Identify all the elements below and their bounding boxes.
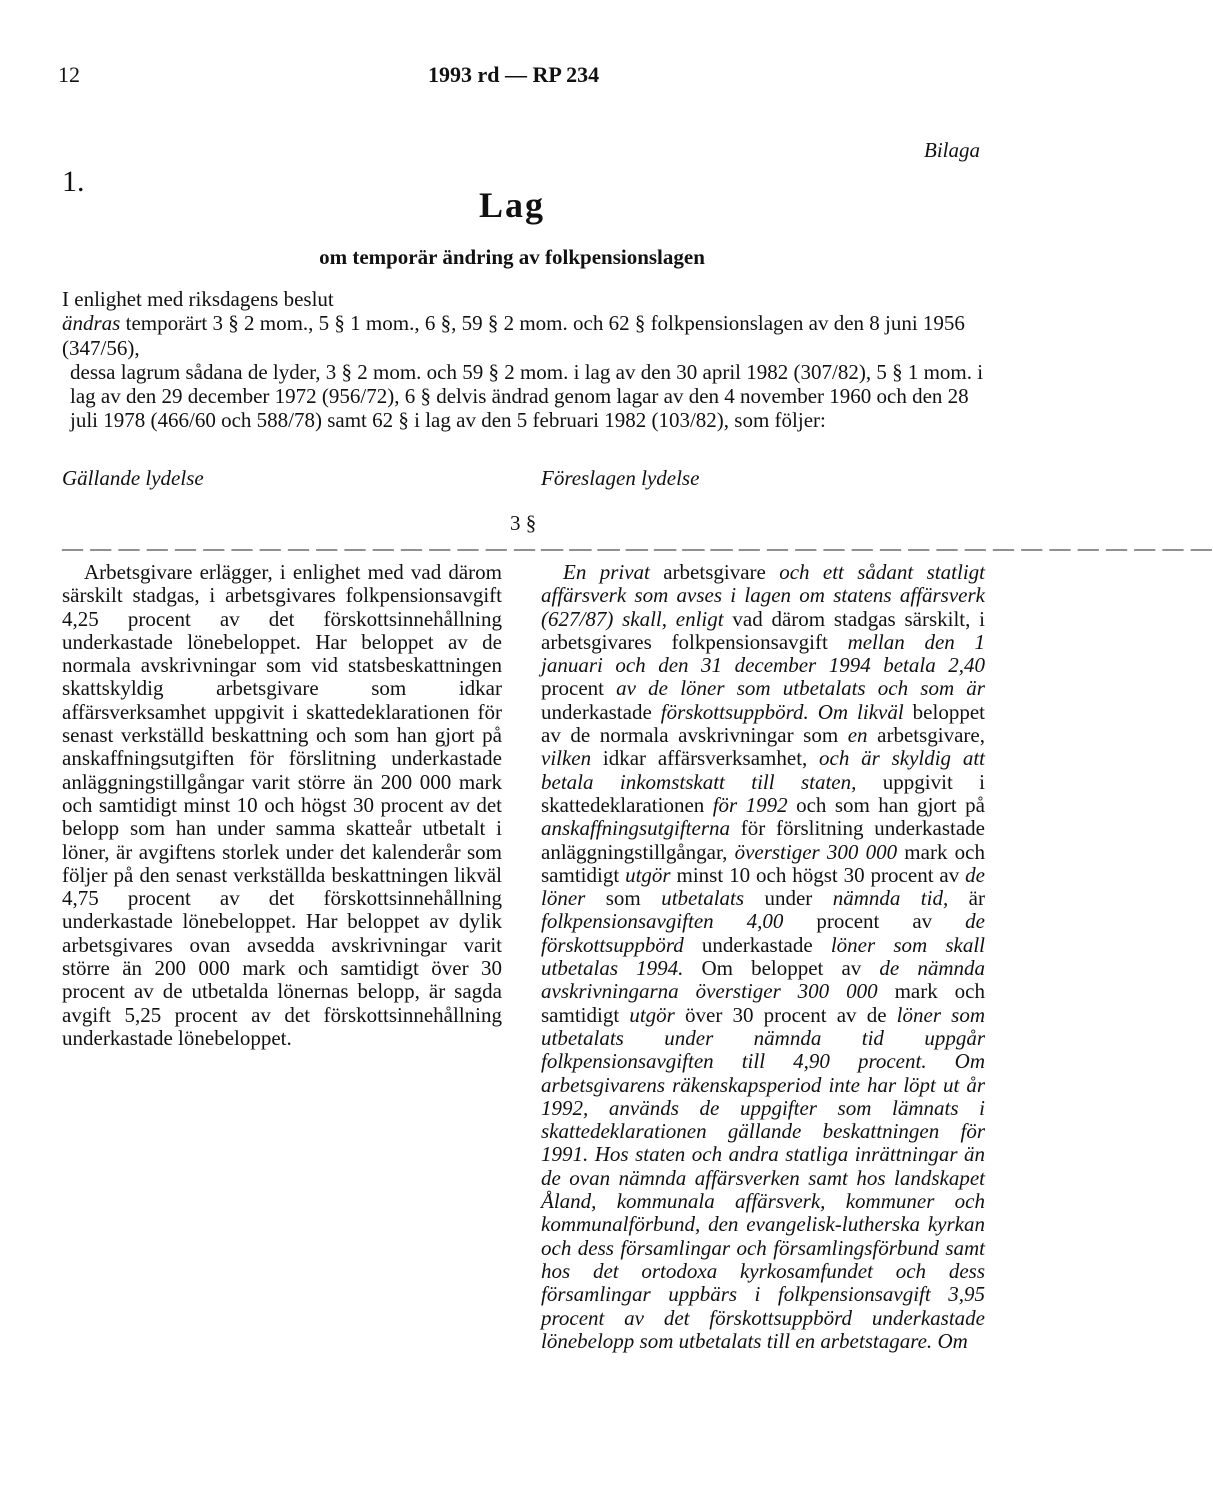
preamble-provisions: dessa lagrum sådana de lyder, 3 § 2 mom. och 59 § 2 mom. i lag av den 30 april 1982 (307/82), 5 § 1 mom. i lag av den 29 december 1972 (956/72), 6 § delvis ändrad genom lagar av den 4 november 1960 och den 28 juli 1978 (466/60 och 588/78) samt 62 § i lag av den 5 februari 1982 (103/82), som följer: <box>70 359 984 433</box>
proposed-text-segment: de löner <box>541 862 985 911</box>
proposed-text-segment: en <box>847 723 868 748</box>
proposed-text-segment: utgör <box>625 862 671 887</box>
proposed-text-segment: över 30 procent av de <box>674 1002 897 1027</box>
proposed-text-segment: En privat <box>563 560 650 584</box>
proposed-text-segment: under <box>744 886 833 911</box>
proposed-text-segment: arbetsgivare <box>649 560 780 584</box>
proposed-wording-text <box>541 561 985 1353</box>
proposed-text-segment: Om beloppet av <box>683 956 880 981</box>
preamble-amendment <box>62 311 988 360</box>
page-number: 12 <box>58 62 80 87</box>
proposed-text-segment: och ett sådant statligt affärsverk som avses i lagen om statens affärsverk (627/87) skall, enligt <box>541 560 985 631</box>
proposed-wording-heading: Föreslagen lydelse <box>541 466 700 490</box>
proposed-text-segment: och är skyldig att betala inkomstskatt till staten, <box>541 746 985 794</box>
appendix-label: Bilaga <box>924 138 980 162</box>
proposed-text-segment: arbetsgivare, <box>867 723 985 748</box>
proposed-text-segment: mark och samtidigt <box>541 839 985 887</box>
proposed-text-segment: av de löner som utbetalats och som är <box>616 676 985 701</box>
law-subtitle: om temporär ändring av folkpensionslagen <box>319 245 705 269</box>
current-wording-heading: Gällande lydelse <box>62 466 204 490</box>
law-title: Lag <box>478 185 545 225</box>
proposed-text-segment: beloppet av de normala avskrivningar som <box>541 699 985 748</box>
proposed-text-segment: som <box>585 886 662 911</box>
proposed-text-segment: procent <box>541 676 617 701</box>
proposed-text-segment: Om <box>937 1328 968 1353</box>
amend-text: temporärt 3 § 2 mom., 5 § 1 mom., 6 §, 59 § 2 mom. och 62 § folkpensionslagen av den 8 juni 1956 (347/56), <box>62 311 965 360</box>
proposed-paragraph <box>541 561 985 1353</box>
proposed-text-segment: mellan den 1 januari och den 31 december 1994 betala 2,40 <box>541 629 985 678</box>
proposed-text-segment: för 1992 <box>712 792 788 817</box>
proposed-text-segment: underkastade <box>683 932 831 957</box>
proposed-text-segment: nämnda tid, <box>832 886 949 911</box>
current-wording-text <box>62 561 502 1050</box>
current-paragraph: Arbetsgivare erlägger, i enlighet med vad därom särskilt stadgas, i arbetsgivares folkpensionsavgift 4,25 procent av det förskottsinnehållning underkastade lönebeloppet. Har beloppet av de normala avskrivningar som vid statsbeskattningen skattskyldig arbetsgivare som idkar affärsverksamhet uppgivit i skattedeklarationen för senast verkställd beskattning och som han gjort på anskaffningsutgiften för förslitning underkastade anläggningstillgångar varit större än 200 000 mark och samtidigt minst 10 och högst 30 procent av det belopp som han under samma skatteår utbetalt i löner, är avgiftens storlek under det kalenderår som följer på den senast verkställda beskattningen likväl 4,75 procent av det förskottsinnehållning underkastade lönebeloppet. Har beloppet av dylik arbetsgivares ovan avsedda avskrivningar varit större än 200 000 mark och samtidigt över 30 procent av de utbetalda lönernas belopp, är sagda avgift 5,25 procent av det förskottsinnehållning underkastade lönebeloppet. <box>62 560 502 1050</box>
proposed-text-segment: och som han gjort på <box>787 792 985 817</box>
proposed-text-segment: folkpensionsavgiften 4,00 <box>541 909 784 934</box>
proposed-text-segment: anskaffningsutgifterna <box>541 816 730 841</box>
proposed-text-segment: idkar affärsverksamhet, <box>591 746 820 771</box>
proposed-text-segment: löner som skall utbetalas 1994. <box>541 932 985 981</box>
proposed-text-segment: de nämnda avskrivningarna överstiger 300 000 <box>541 956 985 1004</box>
section-marker: 3 § <box>510 511 537 535</box>
proposed-text-segment: är <box>948 886 985 911</box>
proposed-text-segment: överstiger 300 000 <box>734 839 898 864</box>
proposed-text-segment: minst 10 och högst 30 procent av <box>670 862 966 887</box>
document-header: 1993 rd — RP 234 <box>428 62 600 87</box>
proposed-text-segment: utgör <box>629 1002 675 1027</box>
proposed-text-segment: förskottsuppbörd. Om likväl <box>660 699 904 724</box>
preamble <box>62 287 988 433</box>
law-number: 1. <box>62 165 85 198</box>
proposed-text-segment: vilken <box>541 746 592 771</box>
omission-dashes-right: — — — — — — — — — — — — — — — — — — — — — — — — <box>541 536 1213 560</box>
preamble-line: I enlighet med riksdagens beslut <box>62 287 334 311</box>
proposed-text-segment: löner som utbetalats under nämnda tid uppgår folkpensionsavgiften till 4,90 procent. Om arbetsgivarens räkenskapsperiod inte har löpt ut år 1992, används de uppgifter som lämnats i skattedeklarationen gällande beskattningen för 1991. Hos staten och andra statliga inrättningar än de ovan nämnda affärsverken samt hos landskapet Åland, kommunala affärsverk, kommuner och kommunalförbund, den evangelisk-lutherska kyrkan och dess församlingar och församlingsförbund samt hos det ortodoxa kyrkosamfundet och dess församlingar uppbärs i folkpensionsavgift 3,95 procent av det förskottsuppbörd underkastade lönebelopp som utbetalats till en arbetstagare. <box>541 1002 985 1353</box>
proposed-text-segment: mark och samtidigt <box>541 979 985 1027</box>
proposed-text-segment: utbetalats <box>661 886 745 911</box>
proposed-text-segment: uppgivit i skattedeklarationen <box>541 769 985 817</box>
omission-dashes-left: — — — — — — — — — — — — — — — — — — — — — — — — <box>62 536 734 560</box>
proposed-text-segment: vad därom stadgas särskilt, i arbetsgivares folkpensionsavgift <box>541 606 985 654</box>
proposed-text-segment: för förslitning underkastade anläggningstillgångar, <box>541 816 985 864</box>
amend-verb: ändras <box>62 311 121 336</box>
proposed-text-segment: procent av <box>783 909 966 934</box>
proposed-text-segment: de förskottsuppbörd <box>541 909 985 957</box>
proposed-text-segment: underkastade <box>541 699 661 724</box>
